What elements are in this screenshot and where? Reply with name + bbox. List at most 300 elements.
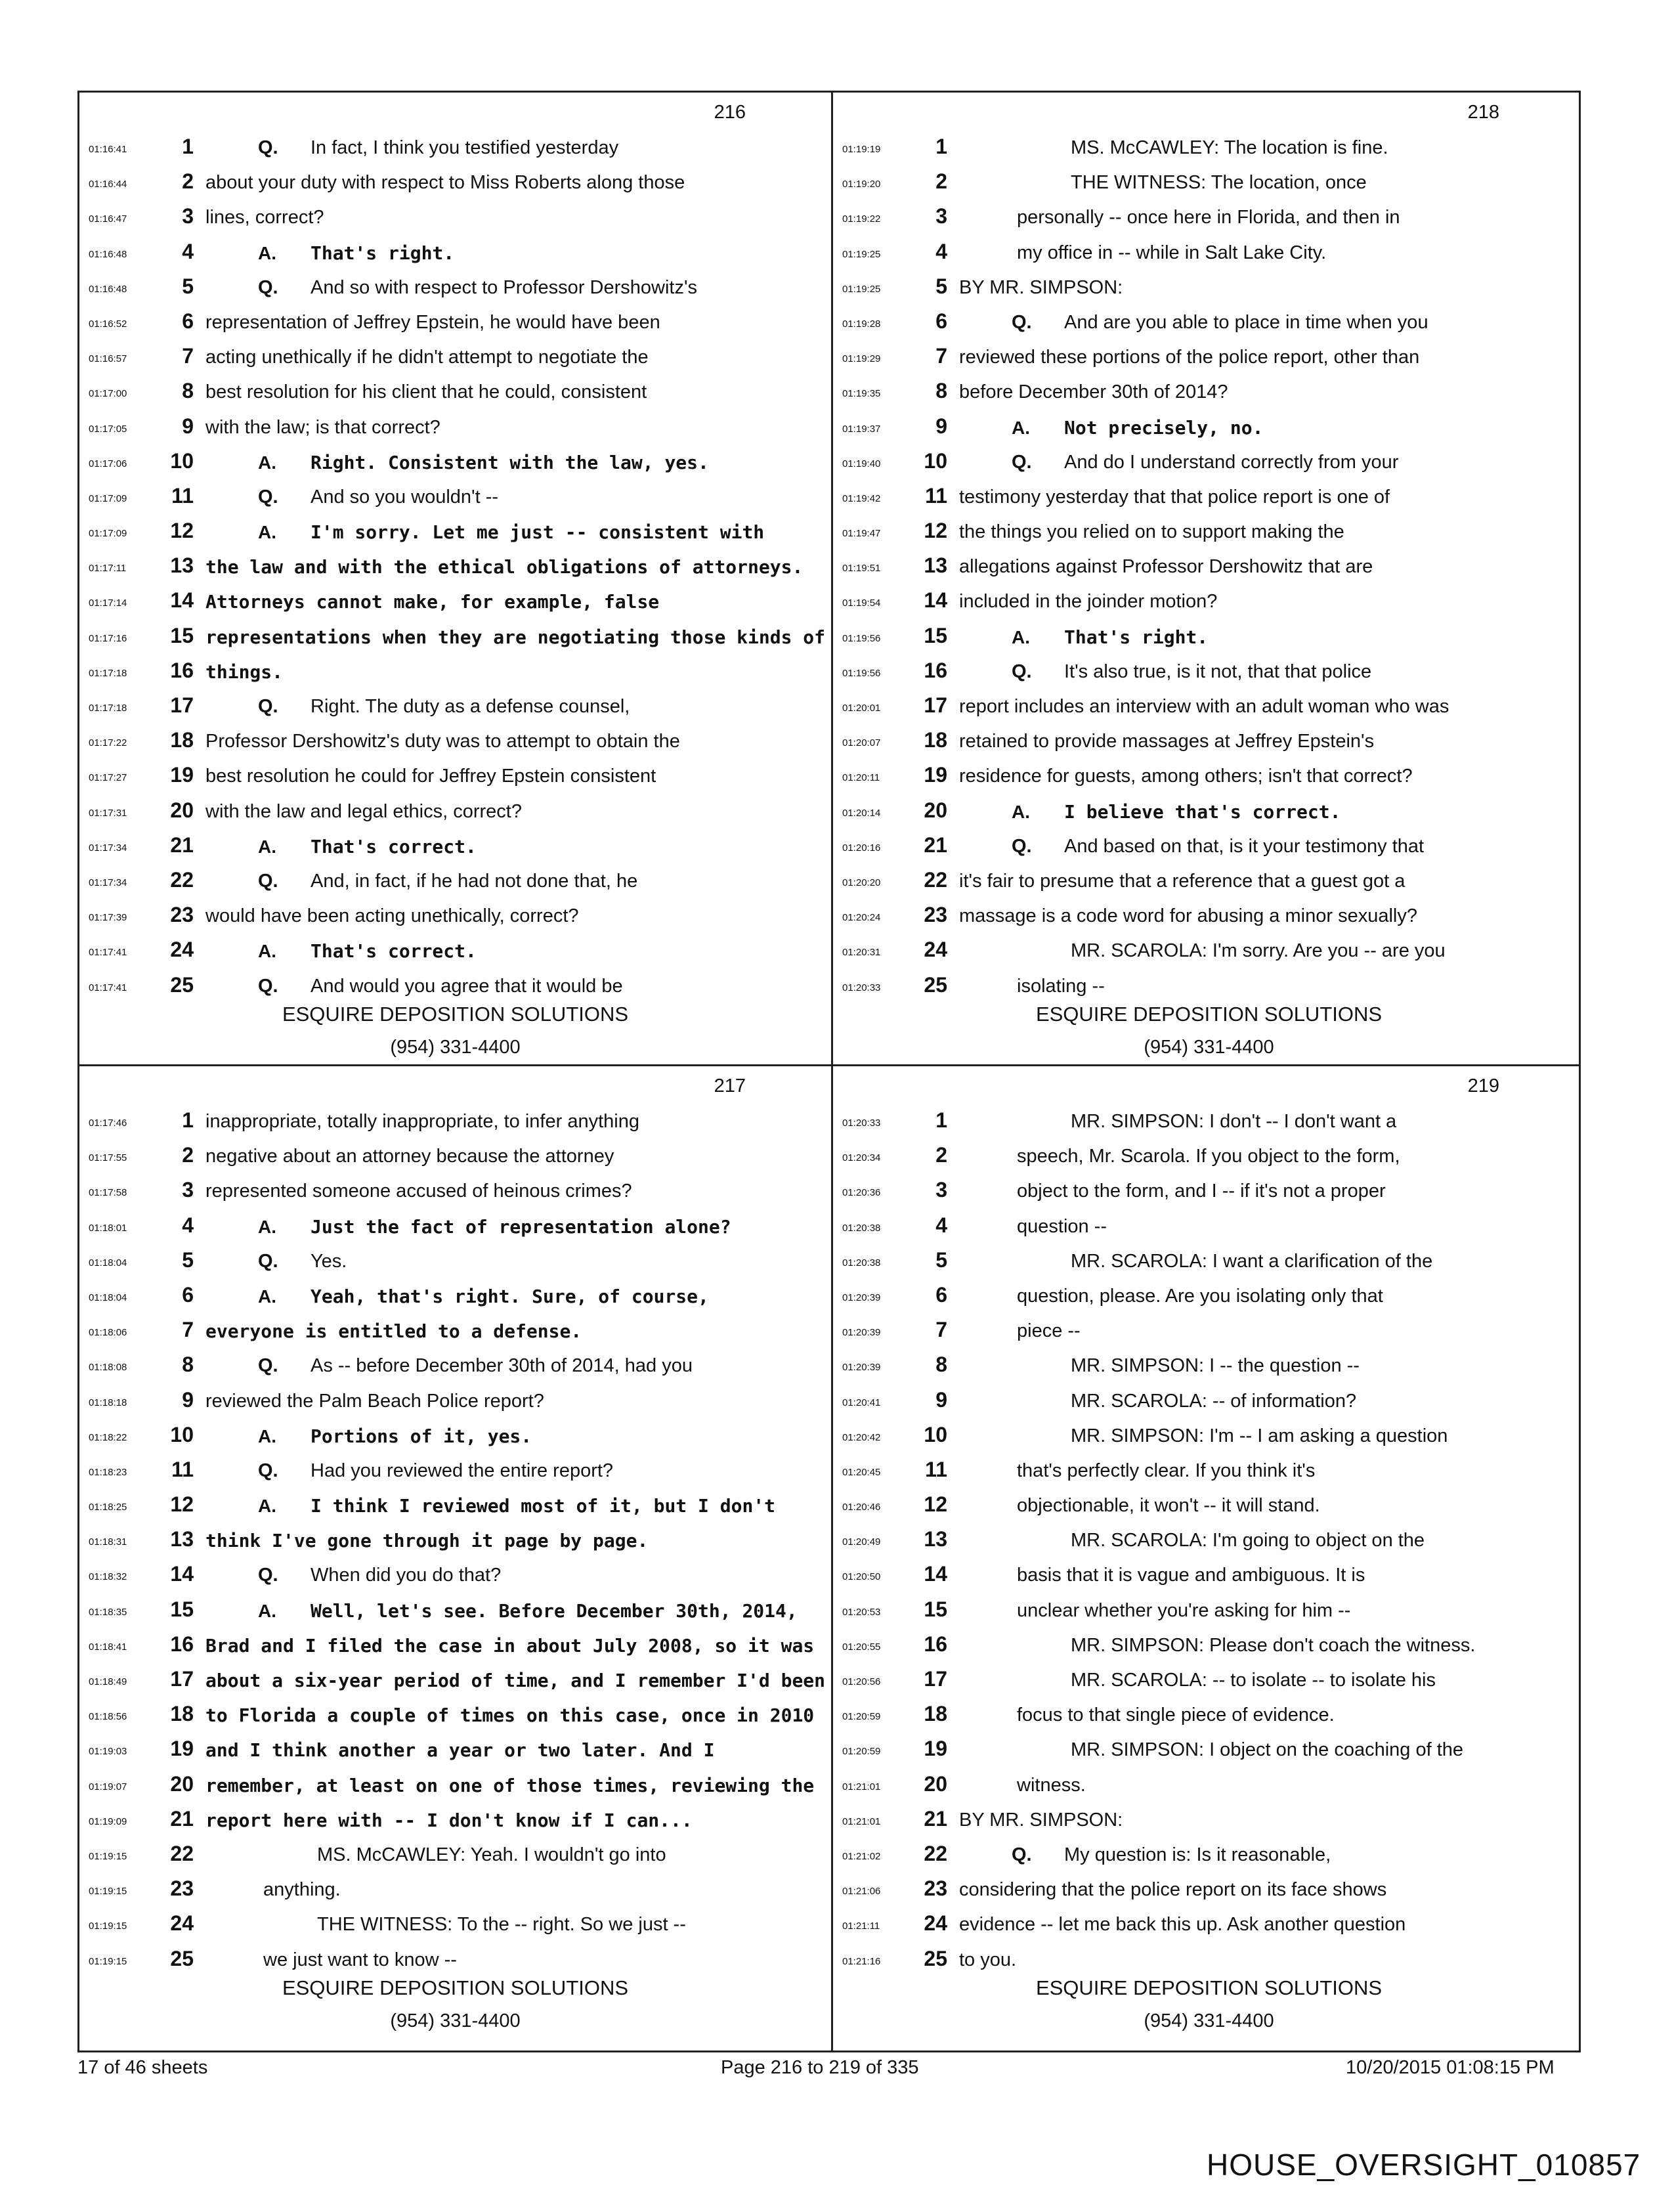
transcript-line — [79, 307, 831, 341]
page-number: 217 — [714, 1075, 746, 1096]
timestamp: 01:20:59 — [842, 1746, 881, 1758]
line-number: 1 — [182, 1108, 194, 1132]
line-number: 10 — [170, 448, 194, 473]
timestamp: 01:18:04 — [89, 1291, 127, 1303]
sheet-count: 17 of 46 sheets — [77, 2057, 208, 2078]
transcript-line — [79, 272, 831, 307]
line-text: about your duty with respect to Miss Roberts along those — [205, 172, 685, 194]
line-number: 21 — [924, 1806, 947, 1831]
transcript-line — [833, 551, 1585, 586]
line-number: 8 — [935, 1353, 947, 1377]
transcript-line — [79, 237, 831, 272]
page-range: Page 216 to 219 of 335 — [721, 2057, 919, 2078]
line-number: 5 — [935, 274, 947, 298]
timestamp: 01:21:01 — [842, 1815, 881, 1827]
line-text — [205, 521, 764, 543]
line-number: 21 — [170, 833, 194, 857]
transcript-line — [79, 865, 831, 900]
line-number: 6 — [935, 309, 947, 333]
timestamp: 01:18:25 — [89, 1502, 127, 1513]
transcript-line — [79, 412, 831, 446]
speaker-marker: A. — [258, 941, 276, 962]
transcript-line — [79, 1874, 831, 1909]
line-text: inappropriate, totally inappropriate, to infer anything — [205, 1111, 639, 1132]
footer-company: ESQUIRE DEPOSITION SOLUTIONS — [282, 1003, 629, 1026]
page-number: 219 — [1467, 1075, 1499, 1096]
timestamp: 01:19:56 — [842, 667, 881, 679]
line-number: 3 — [182, 1178, 194, 1202]
line-content: And so you wouldn't -- — [311, 486, 499, 508]
line-text: THE WITNESS: The location, once — [1071, 172, 1367, 194]
line-text: testimony yesterday that that police report is one of — [959, 486, 1390, 508]
transcript-line — [79, 1525, 831, 1559]
timestamp: 01:17:34 — [89, 842, 127, 854]
timestamp: 01:20:38 — [842, 1222, 881, 1234]
transcript-line — [79, 1595, 831, 1630]
speaker-marker: A. — [1012, 626, 1030, 647]
line-text: report here with -- I don't know if I can... — [205, 1809, 693, 1831]
speaker-marker: Q. — [258, 1250, 278, 1272]
line-number: 14 — [170, 588, 194, 613]
line-content: I think I reviewed most of it, but I don't — [311, 1495, 776, 1517]
line-number: 15 — [924, 1597, 947, 1621]
timestamp: 01:20:42 — [842, 1431, 881, 1443]
line-text: Brad and I filed the case in about July 2008, so it was — [205, 1634, 815, 1657]
line-number: 25 — [924, 1946, 947, 1970]
transcript-line — [833, 935, 1585, 970]
line-content: In fact, I think you testified yesterday — [311, 137, 619, 158]
timestamp: 01:18:49 — [89, 1676, 127, 1687]
line-number: 23 — [924, 1876, 947, 1901]
line-number: 22 — [170, 867, 194, 892]
transcript-line — [79, 796, 831, 831]
timestamp: 01:18:56 — [89, 1711, 127, 1723]
transcript-line — [833, 1909, 1585, 1943]
line-number: 15 — [924, 623, 947, 647]
transcript-line — [79, 1839, 831, 1874]
timestamp: 01:19:54 — [842, 597, 881, 609]
line-text: basis that it is vague and ambiguous. It is — [1017, 1565, 1365, 1586]
transcript-line — [833, 516, 1585, 551]
transcript-line — [79, 167, 831, 202]
timestamp: 01:16:48 — [89, 283, 127, 295]
line-content: That's right. — [1064, 626, 1209, 648]
transcript-line — [79, 1420, 831, 1455]
timestamp: 01:19:25 — [842, 248, 881, 260]
line-content: When did you do that? — [311, 1565, 502, 1586]
line-number: 7 — [182, 1318, 194, 1342]
line-text — [205, 976, 623, 997]
line-text: question, please. Are you isolating only that — [1017, 1285, 1383, 1307]
timestamp: 01:19:37 — [842, 423, 881, 435]
transcript-line — [79, 586, 831, 620]
line-text — [205, 871, 637, 892]
timestamp: 01:20:31 — [842, 947, 881, 959]
line-text: represented someone accused of heinous crimes? — [205, 1181, 632, 1202]
transcript-line — [833, 1385, 1585, 1420]
transcript-line — [79, 900, 831, 935]
line-text — [959, 661, 1371, 683]
line-text — [959, 417, 1263, 439]
timestamp: 01:20:53 — [842, 1606, 881, 1618]
line-number: 14 — [924, 1562, 947, 1586]
line-number: 22 — [924, 867, 947, 892]
line-number: 7 — [182, 344, 194, 368]
timestamp: 01:21:06 — [842, 1886, 881, 1898]
timestamp: 01:16:44 — [89, 179, 127, 190]
transcript-line — [79, 1385, 831, 1420]
timestamp: 01:18:31 — [89, 1536, 127, 1548]
line-number: 24 — [924, 938, 947, 962]
timestamp: 01:19:56 — [842, 632, 881, 644]
line-text — [205, 242, 454, 264]
line-text — [959, 1844, 1331, 1866]
line-number: 23 — [170, 1876, 194, 1901]
line-text: the things you relied on to support making the — [959, 521, 1344, 543]
line-number: 18 — [170, 1702, 194, 1726]
timestamp: 01:20:39 — [842, 1291, 881, 1303]
line-number: 6 — [182, 309, 194, 333]
transcript-line — [833, 796, 1585, 831]
timestamp: 01:17:46 — [89, 1117, 127, 1129]
line-text — [205, 1286, 709, 1307]
timestamp: 01:21:02 — [842, 1850, 881, 1862]
transcript-line — [833, 621, 1585, 656]
timestamp: 01:17:27 — [89, 772, 127, 784]
speaker-marker: Q. — [1012, 835, 1032, 857]
line-text: would have been acting unethically, correct? — [205, 905, 579, 927]
speaker-marker: A. — [258, 1286, 276, 1307]
line-number: 15 — [170, 1597, 194, 1621]
transcript-line — [833, 1350, 1585, 1385]
timestamp: 01:20:49 — [842, 1536, 881, 1548]
line-text: my office in -- while in Salt Lake City. — [1017, 242, 1327, 263]
line-number: 8 — [935, 379, 947, 403]
transcript-line — [79, 1804, 831, 1839]
timestamp: 01:20:41 — [842, 1397, 881, 1408]
timestamp: 01:19:47 — [842, 528, 881, 540]
transcript-line — [833, 1769, 1585, 1804]
timestamp: 01:19:25 — [842, 283, 881, 295]
line-number: 3 — [935, 204, 947, 228]
line-number: 10 — [924, 1422, 947, 1446]
line-text: think I've gone through it page by page. — [205, 1530, 649, 1552]
line-number: 25 — [924, 972, 947, 997]
transcript-line — [833, 446, 1585, 481]
timestamp: 01:17:05 — [89, 423, 127, 435]
line-number: 12 — [170, 519, 194, 543]
line-content: Right. Consistent with the law, yes. — [311, 451, 709, 473]
transcript-line — [833, 900, 1585, 935]
transcript-line — [79, 656, 831, 691]
line-text: MR. SIMPSON: I'm -- I am asking a question — [1071, 1425, 1448, 1446]
line-text — [959, 801, 1341, 823]
transcript-line — [79, 1490, 831, 1525]
timestamp: 01:20:14 — [842, 807, 881, 819]
line-text: with the law and legal ethics, correct? — [205, 800, 522, 822]
line-number: 7 — [935, 344, 947, 368]
line-number: 6 — [182, 1282, 194, 1307]
speaker-marker: A. — [1012, 417, 1030, 438]
line-text: anything. — [263, 1879, 341, 1901]
timestamp: 01:20:11 — [842, 772, 880, 784]
line-number: 24 — [170, 938, 194, 962]
line-text: representations when they are negotiating those kinds of — [205, 626, 826, 648]
transcript-line — [79, 621, 831, 656]
timestamp: 01:20:56 — [842, 1676, 881, 1687]
line-number: 20 — [170, 798, 194, 822]
line-number: 25 — [170, 972, 194, 997]
line-number: 2 — [182, 1143, 194, 1167]
line-number: 24 — [924, 1911, 947, 1936]
line-number: 24 — [170, 1911, 194, 1936]
timestamp: 01:20:45 — [842, 1466, 881, 1478]
timestamp: 01:19:15 — [89, 1920, 127, 1932]
line-content: Yes. — [311, 1250, 347, 1272]
speaker-marker: A. — [258, 452, 276, 473]
timestamp: 01:16:57 — [89, 353, 127, 365]
transcript-line — [79, 1559, 831, 1594]
transcript-line — [79, 1734, 831, 1769]
line-content: And do I understand correctly from your — [1064, 451, 1399, 473]
timestamp: 01:20:20 — [842, 877, 881, 888]
line-number: 22 — [924, 1841, 947, 1865]
transcript-grid — [77, 91, 1581, 2052]
line-text: remember, at least on one of those times, reviewing the — [205, 1774, 815, 1796]
transcript-line — [833, 656, 1585, 691]
line-content: And, in fact, if he had not done that, he — [311, 870, 638, 892]
timestamp: 01:20:33 — [842, 1117, 881, 1129]
timestamp: 01:20:39 — [842, 1362, 881, 1374]
transcript-line — [833, 586, 1585, 620]
transcript-line — [833, 760, 1585, 795]
line-number: 14 — [170, 1562, 194, 1586]
timestamp: 01:19:15 — [89, 1850, 127, 1862]
line-content: Yeah, that's right. Sure, of course, — [311, 1285, 709, 1307]
line-number: 18 — [924, 728, 947, 752]
timestamp: 01:19:40 — [842, 458, 881, 469]
line-text: representation of Jeffrey Epstein, he would have been — [205, 311, 660, 333]
transcript-line — [79, 376, 831, 411]
line-text: it's fair to presume that a reference that a guest got a — [959, 870, 1406, 892]
transcript-line — [833, 1246, 1585, 1280]
transcript-line — [833, 726, 1585, 760]
transcript-line — [833, 1559, 1585, 1594]
timestamp: 01:18:41 — [89, 1641, 127, 1653]
transcript-line — [79, 1350, 831, 1385]
transcript-line — [79, 1664, 831, 1699]
timestamp: 01:18:04 — [89, 1257, 127, 1269]
transcript-line — [79, 1246, 831, 1280]
line-text: MR. SCAROLA: -- to isolate -- to isolate his — [1071, 1670, 1436, 1691]
line-content: And would you agree that it would be — [311, 975, 623, 997]
line-text: BY MR. SIMPSON: — [959, 276, 1123, 298]
speaker-marker: A. — [1012, 801, 1030, 822]
transcript-line — [79, 1175, 831, 1210]
line-text: reviewed these portions of the police report, other than — [959, 347, 1420, 368]
speaker-marker: Q. — [1012, 311, 1032, 333]
timestamp: 01:21:16 — [842, 1955, 881, 1967]
transcript-line — [833, 1315, 1585, 1350]
line-number: 9 — [935, 414, 947, 438]
footer-phone: (954) 331-4400 — [390, 1037, 521, 1058]
footer-company: ESQUIRE DEPOSITION SOLUTIONS — [282, 1976, 629, 1999]
line-text: MR. SCAROLA: I'm sorry. Are you -- are you — [1071, 940, 1446, 962]
timestamp: 01:18:06 — [89, 1327, 127, 1339]
timestamp: 01:17:06 — [89, 458, 127, 469]
transcript-lines — [833, 1106, 1585, 1979]
transcript-line — [79, 1630, 831, 1664]
line-text — [205, 137, 618, 159]
speaker-marker: A. — [258, 836, 276, 857]
line-text: to Florida a couple of times on this case, once in 2010 — [205, 1704, 815, 1727]
line-number: 12 — [924, 1492, 947, 1517]
transcript-line — [79, 1211, 831, 1246]
timestamp: 01:20:07 — [842, 737, 881, 749]
line-number: 13 — [170, 553, 194, 578]
transcript-line — [79, 132, 831, 167]
line-number: 2 — [935, 1143, 947, 1167]
transcript-lines — [79, 132, 831, 1005]
line-number: 21 — [170, 1806, 194, 1831]
line-text: we just want to know -- — [263, 1949, 457, 1970]
timestamp: 01:19:03 — [89, 1746, 127, 1758]
timestamp: 01:19:20 — [842, 179, 881, 190]
line-number: 11 — [171, 1457, 194, 1481]
line-text: best resolution he could for Jeffrey Epstein consistent — [205, 766, 656, 787]
transcript-line — [79, 446, 831, 481]
timestamp: 01:19:09 — [89, 1815, 127, 1827]
line-number: 12 — [170, 1492, 194, 1517]
line-number: 13 — [924, 553, 947, 578]
transcript-line — [833, 865, 1585, 900]
line-number: 17 — [924, 693, 947, 717]
line-number: 20 — [924, 1771, 947, 1796]
transcript-line — [833, 691, 1585, 726]
line-text: Attorneys cannot make, for example, false — [205, 591, 660, 613]
line-text: isolating -- — [1017, 975, 1105, 997]
line-text — [205, 1216, 731, 1238]
line-number: 17 — [170, 693, 194, 717]
line-text — [205, 940, 477, 962]
line-number: 9 — [182, 1387, 194, 1412]
line-text — [205, 452, 709, 473]
line-text: retained to provide massages at Jeffrey Epstein's — [959, 731, 1375, 752]
transcript-line — [833, 1944, 1585, 1979]
line-content: My question is: Is it reasonable, — [1064, 1844, 1331, 1865]
transcript-line — [833, 1630, 1585, 1664]
timestamp: 01:17:18 — [89, 667, 127, 679]
line-number: 16 — [170, 1632, 194, 1656]
line-number: 10 — [170, 1422, 194, 1446]
timestamp: 01:20:24 — [842, 912, 881, 924]
speaker-marker: A. — [258, 1425, 276, 1446]
transcript-line — [79, 481, 831, 516]
line-number: 3 — [935, 1178, 947, 1202]
line-text — [205, 1460, 613, 1482]
line-number: 8 — [182, 1353, 194, 1377]
timestamp: 01:19:22 — [842, 213, 881, 225]
timestamp: 01:19:07 — [89, 1781, 127, 1792]
speaker-marker: A. — [258, 242, 276, 263]
line-text — [205, 1600, 798, 1622]
transcript-line — [833, 1211, 1585, 1246]
line-content: That's correct. — [311, 940, 477, 963]
transcript-page-219 — [833, 1066, 1585, 2038]
speaker-marker: Q. — [258, 137, 278, 158]
transcript-line — [79, 1699, 831, 1734]
transcript-line — [833, 132, 1585, 167]
line-text — [205, 487, 498, 508]
transcript-line — [833, 1490, 1585, 1525]
line-text: MR. SCAROLA: -- of information? — [1071, 1390, 1357, 1412]
line-text — [205, 1565, 501, 1586]
page-number: 218 — [1467, 102, 1499, 123]
transcript-line — [833, 831, 1585, 865]
transcript-line — [79, 1909, 831, 1943]
line-text: MR. SIMPSON: I object on the coaching of the — [1071, 1739, 1464, 1761]
transcript-lines — [79, 1106, 831, 1979]
speaker-marker: Q. — [258, 486, 278, 508]
line-number: 4 — [935, 239, 947, 263]
line-number: 17 — [170, 1667, 194, 1691]
line-content: Well, let's see. Before December 30th, 2014, — [311, 1599, 798, 1622]
line-number: 19 — [170, 1737, 194, 1761]
line-text: question -- — [1017, 1215, 1107, 1237]
line-text: with the law; is that correct? — [205, 416, 440, 438]
timestamp: 01:19:42 — [842, 492, 881, 504]
timestamp: 01:19:15 — [89, 1886, 127, 1898]
transcript-line — [833, 1106, 1585, 1140]
transcript-page-216 — [79, 93, 831, 1064]
line-number: 6 — [935, 1282, 947, 1307]
transcript-page-218 — [833, 93, 1585, 1064]
timestamp: 01:17:11 — [89, 563, 127, 575]
transcript-line — [79, 1944, 831, 1979]
speaker-marker: Q. — [258, 975, 278, 997]
timestamp: 01:21:11 — [842, 1920, 880, 1932]
footer-company: ESQUIRE DEPOSITION SOLUTIONS — [1035, 1976, 1383, 1999]
line-text — [205, 836, 477, 857]
timestamp: 01:17:34 — [89, 877, 127, 888]
page-number: 216 — [714, 102, 746, 123]
line-text: that's perfectly clear. If you think it's — [1017, 1460, 1316, 1481]
footer-phone: (954) 331-4400 — [390, 2010, 521, 2031]
line-text: acting unethically if he didn't attempt to negotiate the — [205, 347, 649, 368]
timestamp: 01:17:14 — [89, 597, 127, 609]
timestamp: 01:19:51 — [842, 563, 881, 575]
line-number: 13 — [924, 1527, 947, 1551]
line-number: 19 — [170, 763, 194, 787]
line-text: before December 30th of 2014? — [959, 381, 1228, 403]
line-text — [205, 1495, 775, 1517]
timestamp: 01:16:47 — [89, 213, 127, 225]
transcript-line — [833, 376, 1585, 411]
line-text — [205, 1355, 693, 1377]
line-text: report includes an interview with an adult woman who was — [959, 696, 1449, 717]
timestamp: 01:17:41 — [89, 982, 127, 993]
transcript-line — [833, 1664, 1585, 1699]
line-text: MR. SCAROLA: I want a clarification of the — [1071, 1250, 1433, 1272]
line-content: And based on that, is it your testimony that — [1064, 835, 1425, 857]
transcript-line — [79, 551, 831, 586]
transcript-line — [833, 1455, 1585, 1490]
timestamp: 01:21:01 — [842, 1781, 881, 1792]
transcript-line — [833, 1280, 1585, 1315]
line-text: witness. — [1017, 1774, 1086, 1796]
line-number: 4 — [182, 1213, 194, 1237]
transcript-line — [79, 1106, 831, 1140]
